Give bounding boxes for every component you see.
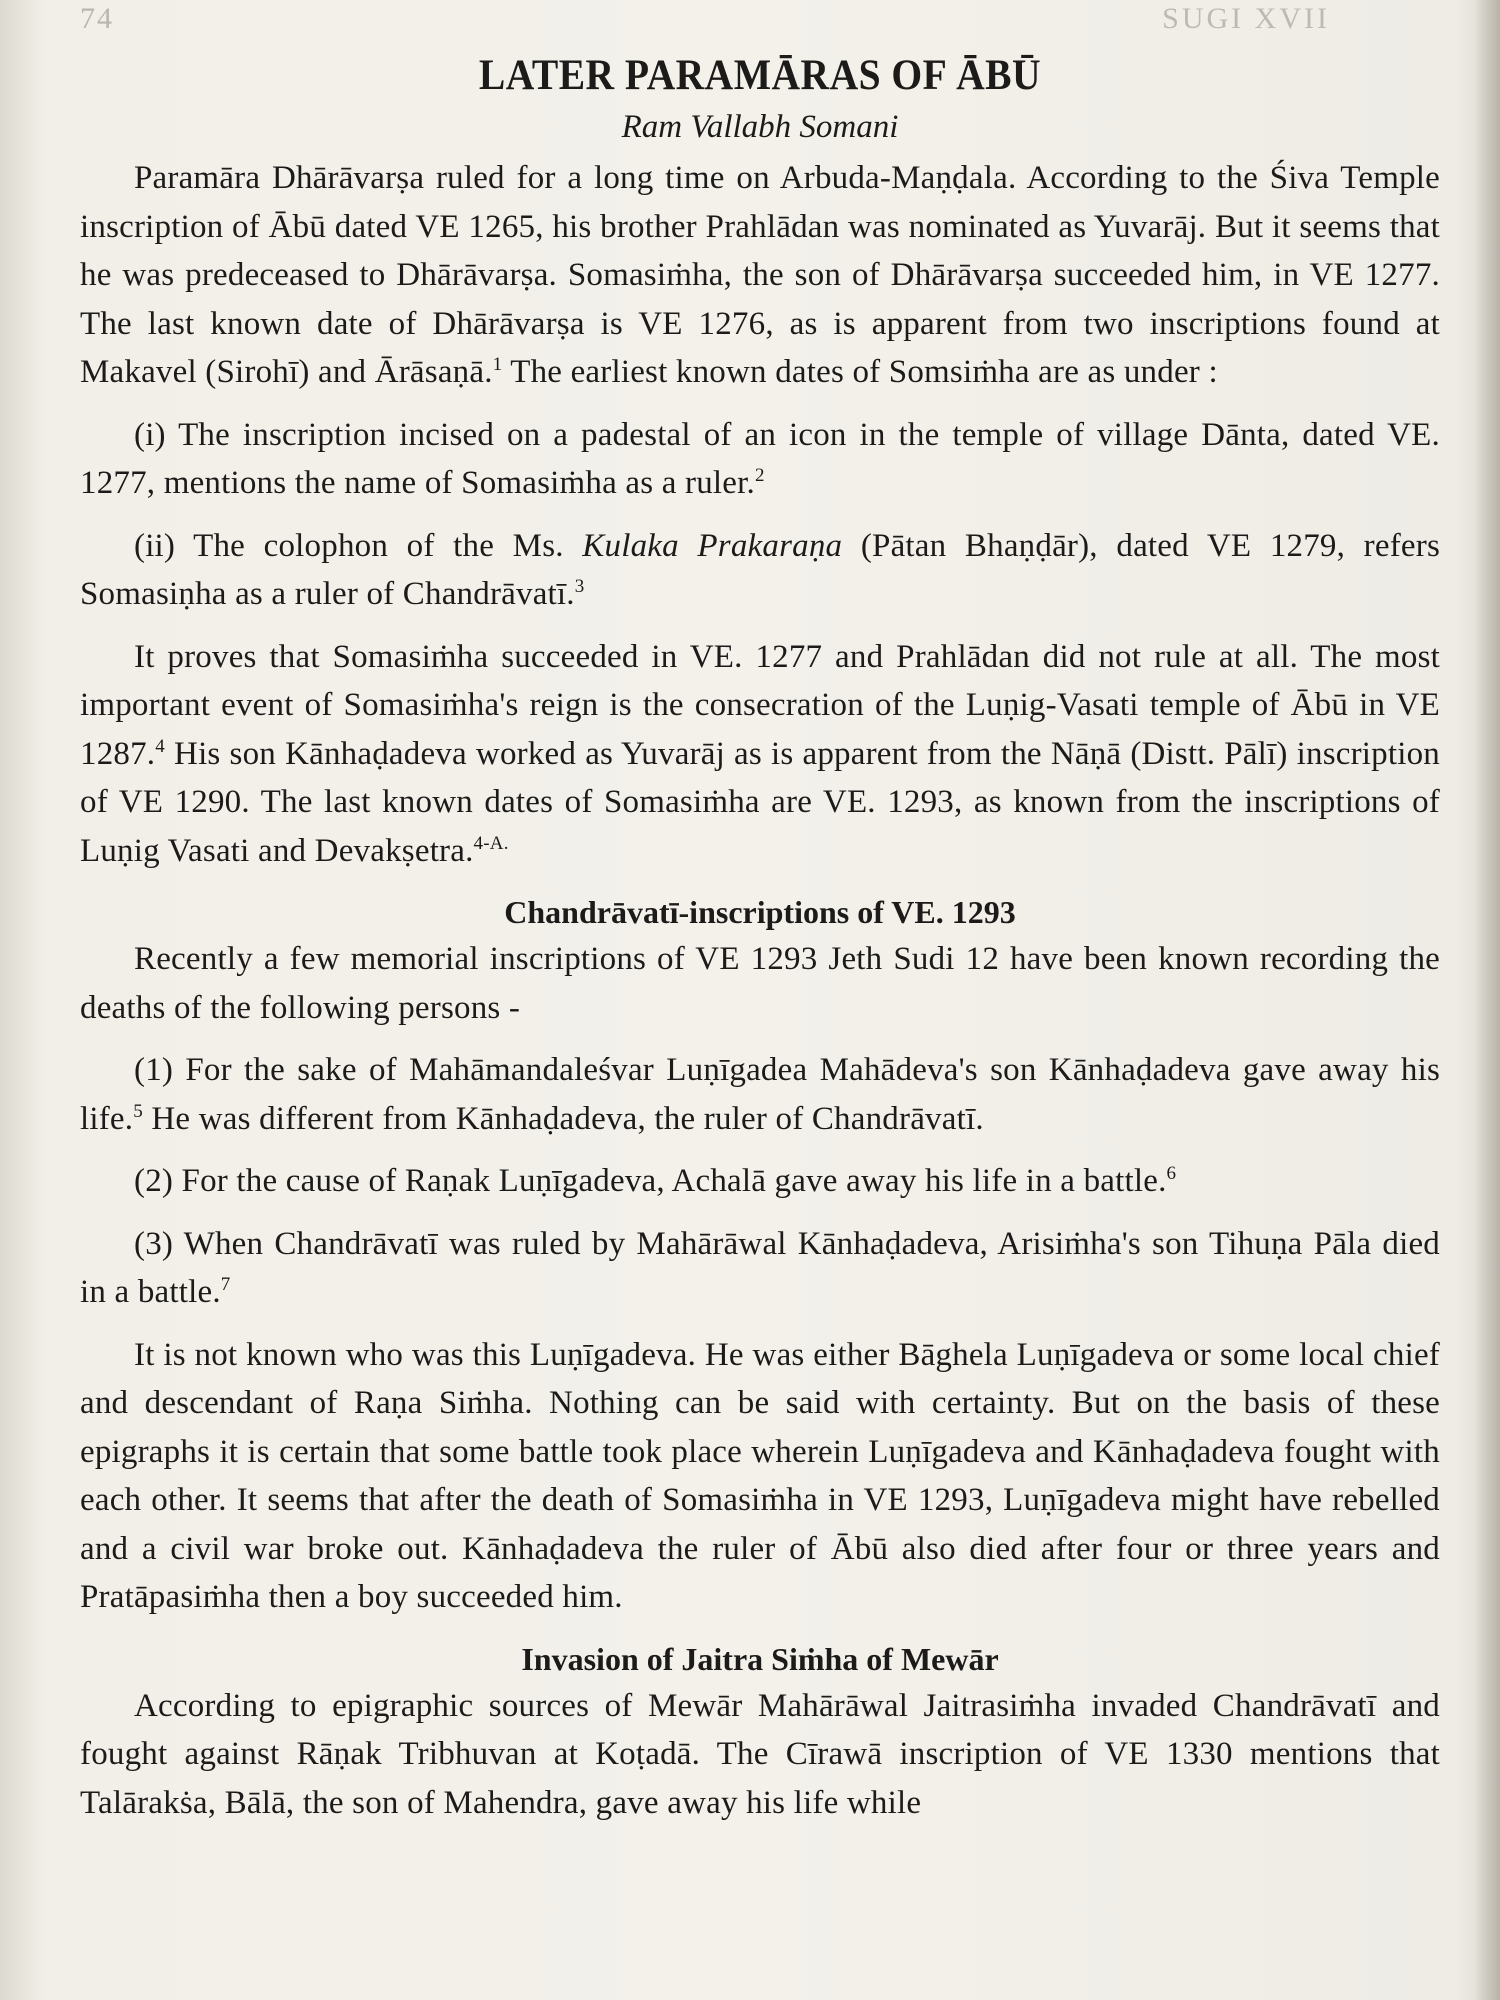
- page-edge-shadow: [1474, 0, 1500, 2000]
- footnote-ref: 4: [155, 735, 165, 757]
- list-item-2: (2) For the cause of Raṇak Luṇīgadeva, Achalā gave away his life in a battle.$^6$: [134, 1163, 1177, 1199]
- footnote-ref: 3: [574, 576, 585, 597]
- page-number: 74: [80, 2, 114, 35]
- footnote-ref: 6: [1166, 1163, 1177, 1184]
- footnote-ref: 7: [220, 1274, 231, 1295]
- paragraph-5: According to epigraphic sources of Mewār Mahārāwal Jaitrasiṁha invaded Chandrāvatī and fought against Rāṇak Tribhuvan at Koṭadā. The Cīrawā inscription of VE 1330 mentions that Talārakṡa, Bālā, the son of Mahendra, gave away his life while: [80, 1687, 1440, 1821]
- list-item-1: (1) For the sake of Mahāmandaleśvar Luṇīgadea Mahādeva's son Kānhaḍadeva gave away his life.$^5$ He was different from Kānhaḍadeva, the ruler of Chandrāvatī.: [80, 1052, 1440, 1137]
- footnote-ref: 5: [133, 1100, 143, 1122]
- list-item-ii: (ii) The colophon of the Ms. Kulaka Prakaraṇa (Pātan Bhaṇḍār), dated VE 1279, refers Somasiṇha as a ruler of Chandrāvatī.$^3$: [80, 527, 1440, 612]
- list-item-3: (3) When Chandrāvatī was ruled by Mahārāwal Kānhaḍadeva, Arisiṁha's son Tihuṇa Pāla died in a battle.$^7$: [80, 1225, 1440, 1310]
- list-item-i: (i) The inscription incised on a padestal of an icon in the temple of village Dānta, dated VE. 1277, mentions the name of Somasiṁha as a ruler.$^2$: [80, 416, 1440, 501]
- author-name: Ram Vallabh Somani: [621, 109, 899, 145]
- paragraph-2: It proves that Somasiṁha succeeded in VE. 1277 and Prahlādan did not rule at all. The most important event of Somasiṁha's reign is the consecration of the Luṇig-Vasati temple of Ābū in VE 1287.$^4$ His son Kānhaḍadeva worked as Yuvarāj as is apparent from the Nāṇā (Distt. Pālī) inscription of VE 1290. The last known dates of Somasiṁha are VE. 1293, as known from the inscriptions of Luṇig Vasati and Devakṣetra.$^{4-A.}$: [80, 638, 1440, 869]
- running-header: SUGI XVII: [1162, 2, 1330, 35]
- footnote-ref: 4-A.: [473, 832, 509, 854]
- manuscript-title: Kulaka Prakaraṇa: [582, 527, 843, 564]
- article-body: [80, 48, 1440, 1841]
- footnote-ref: 2: [754, 465, 765, 486]
- section-heading-invasion: Invasion of Jaitra Siṁha of Mewār: [521, 1640, 999, 1677]
- paragraph-4: It is not known who was this Luṇīgadeva. He was either Bāghela Luṇīgadeva or some local chief and descendant of Raṇa Siṁha. Nothing can be said with certainty. But on the basis of these epigraphs it is certain that some battle took place wherein Luṇīgadeva and Kānhaḍadeva fought with each other. It seems that after the death of Somasiṁha in VE 1293, Luṇīgadeva might have rebelled and a civil war broke out. Kānhaḍadeva the ruler of Ābū also died after four or three years and Pratāpasiṁha then a boy succeeded him.: [80, 1336, 1440, 1615]
- section-heading-chandravati: Chandrāvatī-inscriptions of VE. 1293: [504, 894, 1016, 930]
- paragraph-1: Paramāra Dhārāvarṣa ruled for a long time on Arbuda-Maṇḍala. According to the Śiva Temple inscription of Ābū dated VE 1265, his brother Prahlādan was nominated as Yuvarāj. But it seems that he was predeceased to Dhārāvarṣa. Somasiṁha, the son of Dhārāvarṣa succeeded him, in VE 1277. The last known date of Dhārāvarṣa is VE 1276, as is apparent from two inscriptions found at Makavel (Sirohī) and Ārāsaṇā.$^1$ The earliest known dates of Somsiṁha are as under :: [80, 160, 1440, 390]
- paragraph-3: Recently a few memorial inscriptions of VE 1293 Jeth Sudi 12 have been known recording the deaths of the following persons -: [80, 941, 1440, 1026]
- footnote-ref: 1: [492, 354, 503, 375]
- article-title: LATER PARAMĀRAS OF ĀBŪ: [478, 52, 1042, 99]
